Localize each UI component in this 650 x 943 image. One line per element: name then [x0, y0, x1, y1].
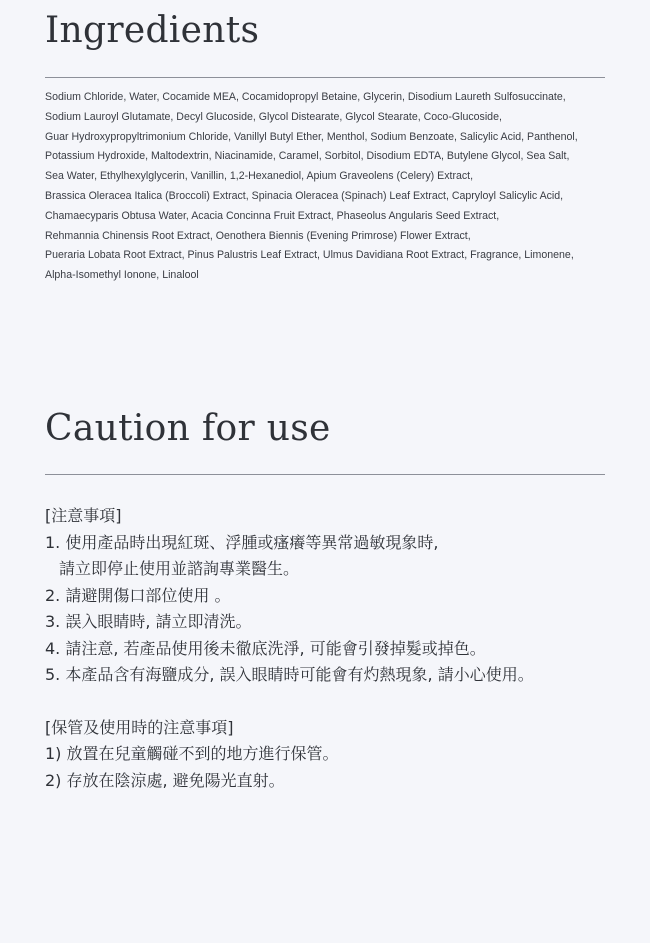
notice-item: 2. 請避開傷口部位使用 。: [45, 585, 231, 605]
section-spacer: [45, 689, 605, 715]
notice-item: 1. 使用產品時出現紅斑、浮腫或瘙癢等異常過敏現象時,: [45, 532, 439, 552]
storage-item: 2) 存放在陰涼處, 避免陽光直射。: [45, 770, 285, 790]
caution-divider: [45, 474, 605, 475]
ingredients-line: Rehmannia Chinensis Root Extract, Oenothera Biennis (Evening Primrose) Flower Extract,: [45, 229, 471, 242]
ingredients-line: Chamaecyparis Obtusa Water, Acacia Concinna Fruit Extract, Phaseolus Angularis Seed Extract,: [45, 209, 500, 222]
ingredients-divider: [45, 77, 605, 78]
ingredients-line: Brassica Oleracea Italica (Broccoli) Extract, Spinacia Oleracea (Spinach) Leaf Extract, Capryloyl Salicylic Acid,: [45, 189, 564, 202]
notice-heading: [注意事項]: [45, 506, 122, 525]
notice-item-continuation: 請立即停止使用並諮詢專業醫生。: [59, 559, 300, 578]
ingredients-line: Alpha-Isomethyl Ionone, Linalool: [45, 269, 199, 282]
storage-item: 1) 放置在兒童觸碰不到的地方進行保管。: [45, 744, 339, 763]
ingredients-list: [45, 88, 605, 286]
notice-item: 5. 本產品含有海鹽成分, 誤入眼睛時可能會有灼熱現象, 請小心使用。: [45, 665, 534, 684]
caution-body: [45, 503, 605, 794]
ingredients-line: Guar Hydroxypropyltrimonium Chloride, Vanillyl Butyl Ether, Menthol, Sodium Benzoate, Salicylic Acid, Panthenol,: [45, 130, 578, 143]
ingredients-line: Pueraria Lobata Root Extract, Pinus Palustris Leaf Extract, Ulmus Davidiana Root Extract, Fragrance, Limonene,: [45, 249, 574, 262]
ingredients-line: Sea Water, Ethylhexylglycerin, Vanillin, 1,2-Hexanediol, Apium Graveolens (Celery) Extract,: [45, 170, 474, 183]
ingredients-line: Sodium Chloride, Water, Cocamide MEA, Cocamidopropyl Betaine, Glycerin, Disodium Laureth Sulfosuccinate,: [45, 91, 566, 103]
storage-heading: [保管及使用時的注意事項]: [45, 717, 234, 737]
ingredients-title: Ingredients: [45, 10, 260, 51]
caution-title: Caution for use: [45, 408, 331, 449]
ingredients-line: Potassium Hydroxide, Maltodextrin, Niacinamide, Caramel, Sorbitol, Disodium EDTA, Butylene Glycol, Sea Salt,: [45, 150, 570, 163]
notice-item: 4. 請注意, 若產品使用後未徹底洗淨, 可能會引發掉髮或掉色。: [45, 638, 486, 658]
ingredients-line: Sodium Lauroyl Glutamate, Decyl Glucoside, Glycol Distearate, Glycol Stearate, Coco-Glucoside,: [45, 110, 502, 123]
notice-item: 3. 誤入眼睛時, 請立即清洗。: [45, 612, 252, 631]
ingredients-section: [45, 8, 605, 286]
caution-section: [45, 406, 605, 794]
